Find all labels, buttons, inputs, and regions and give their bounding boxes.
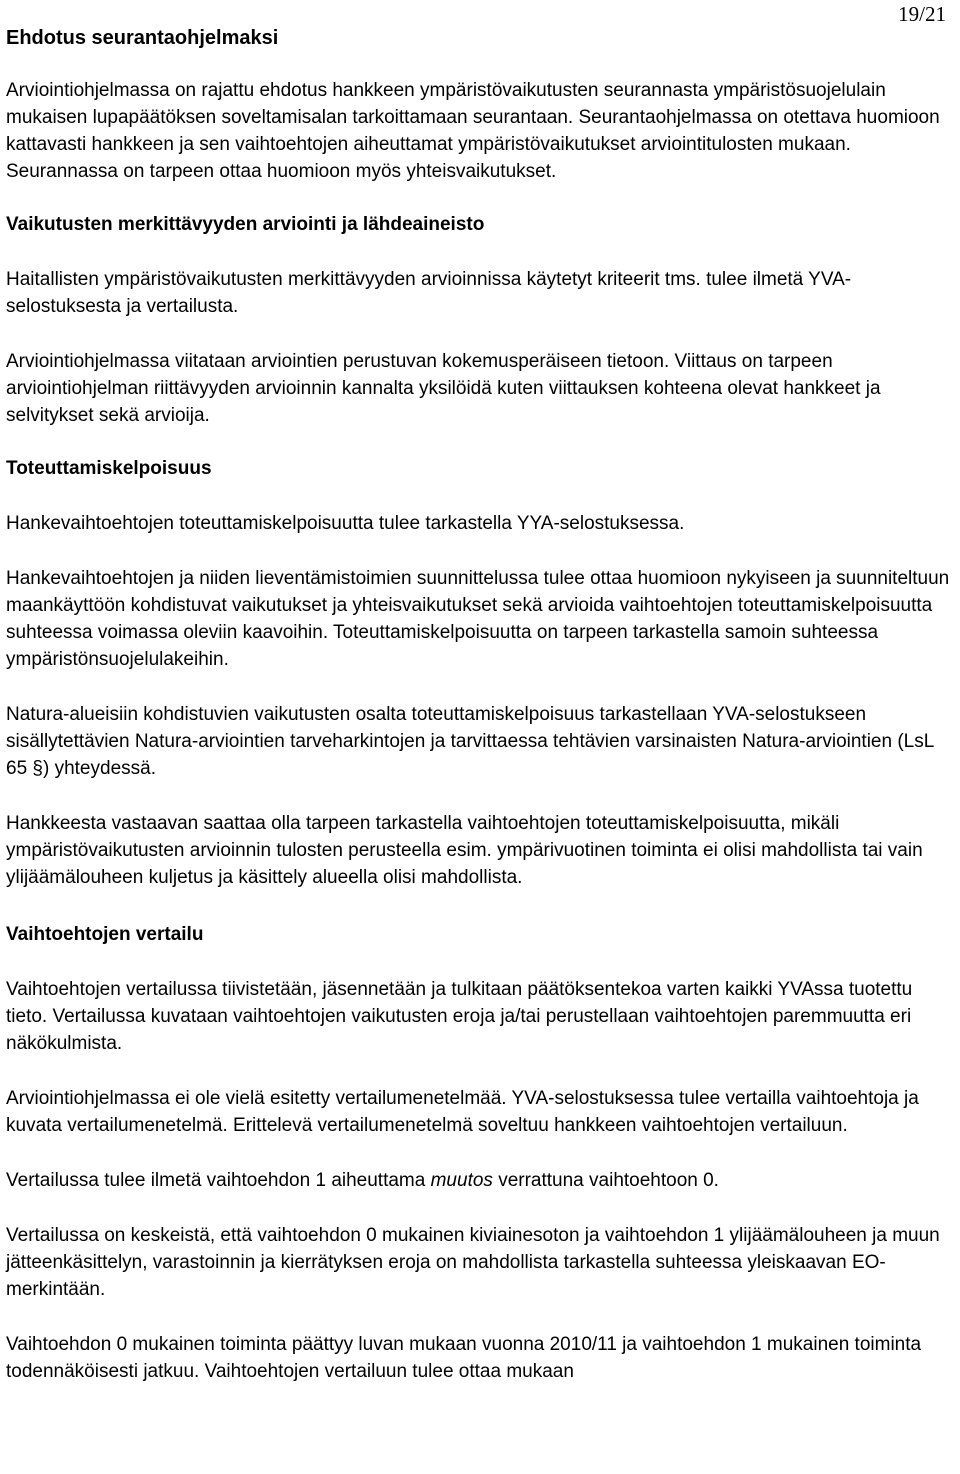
paragraph-land-use-impacts: Hankevaihtoehtojen ja niiden lieventämistoimien suunnittelussa tulee ottaa huomioon nykyiseen ja suunniteltuun maankäyttöön kohdistuvat vaikutukset ja yhteisvaikutukset sekä arvioida vaihtoehtojen toteuttamiskelpoisuutta suhteessa voimassa oleviin kaavoihin. Toteuttamiskelpoisuutta on tarpeen tarkastella samoin suhteessa ympäristönsuojelulakeihin. [6,568,950,670]
paragraph-natura-areas: Natura-alueisiin kohdistuvien vaikutusten osalta toteuttamiskelpoisuus tarkastellaan YVA-selostukseen sisällytettävien Natura-arviointien tarveharkintojen ja tarvittaessa tehtävien varsinaisten Natura-arviointien (LsL 65 §) yhteydessä. [6,704,934,779]
page-number: 19/21 [898,2,946,26]
paragraph-comparison-method: Arviointiohjelmassa ei ole vielä esitetty vertailumenetelmää. YVA-selostuksessa tulee vertailla vaihtoehtoja ja kuvata vertailumenetelmä. Erittelevä vertailumenetelmä soveltuu hankkeen vaihtoehtojen vertailuun. [6,1088,919,1136]
section-title: Ehdotus seurantaohjelmaksi [6,27,279,49]
paragraph-zoning-comparison: Vertailussa on keskeistä, että vaihtoehdon 0 mukainen kiviainesoton ja vaihtoehdon 1 ylijäämälouheen ja muun jätteenkäsittelyn, varastoinnin ja kierrätyksen eroja on mahdollista tarkastella suhteessa yleiskaavan EO-merkintään. [6,1225,940,1300]
paragraph-change-statement [6,1167,952,1194]
change-text-emphasis: muutos [430,1170,493,1191]
paragraph-operator-review: Hankkeesta vastaavan saattaa olla tarpeen tarkastella vaihtoehtojen toteuttamiskelpoisuutta, mikäli ympäristövaikutusten arvioinnin tulosten perusteella esim. ympärivuotinen toiminta ei olisi mahdollista tai vain ylijäämälouheen kuljetus ja käsittely alueella olisi mahdollista. [6,813,923,888]
document-body [6,77,952,1385]
heading-alternatives-comparison: Vaihtoehtojen vertailu [6,924,204,945]
paragraph-monitoring-proposal: Arviointiohjelmassa on rajattu ehdotus hankkeen ympäristövaikutusten seurannasta ympäristösuojelulain mukaisen lupapäätöksen soveltamisalan tarkoittamaan seurantaan. Seurantaohjelmassa on otettava huomioon kattavasti hankkeen ja sen vaihtoehtojen aiheuttamat ympäristövaikutukset arviointitulosten mukaan. Seurannassa on tarpeen ottaa huomioon myös yhteisvaikutukset. [6,80,940,182]
heading-feasibility: Toteuttamiskelpoisuus [6,458,212,479]
change-text-before: Vertailussa tulee ilmetä vaihtoehdon 1 aiheuttama [6,1170,431,1191]
paragraph-significance-criteria: Haitallisten ympäristövaikutusten merkittävyyden arvioinnissa käytetyt kriteerit tms. tulee ilmetä YVA-selostuksesta ja vertailusta. [6,269,852,317]
change-text-after: verrattuna vaihtoehtoon 0. [492,1170,719,1191]
heading-significance-assessment: Vaikutusten merkittävyyden arviointi ja lähdeaineisto [6,214,485,235]
paragraph-experience-based-knowledge: Arviointiohjelmassa viitataan arviointien perustuvan kokemusperäiseen tietoon. Viittaus on tarpeen arviointiohjelman riittävyyden arvioinnin kannalta yksilöidä kuten viittauksen kohteena olevat hankkeet ja selvitykset sekä arvioija. [6,351,881,426]
paragraph-comparison-summary: Vaihtoehtojen vertailussa tiivistetään, jäsennetään ja tulkitaan päätöksentekoa varten kaikki YVAssa tuotettu tieto. Vertailussa kuvataan vaihtoehtojen vaikutusten eroja ja/tai perustellaan vaihtoehtojen paremmuutta eri näkökulmista. [6,979,913,1054]
paragraph-permit-end: Vaihtoehdon 0 mukainen toiminta päättyy luvan mukaan vuonna 2010/11 ja vaihtoehdon 1 mukainen toiminta todennäköisesti jatkuu. Vaihtoehtojen vertailuun tulee ottaa mukaan [6,1334,922,1382]
paragraph-feasibility-review: Hankevaihtoehtojen toteuttamiskelpoisuutta tulee tarkastella YYA-selostuksessa. [6,513,685,534]
